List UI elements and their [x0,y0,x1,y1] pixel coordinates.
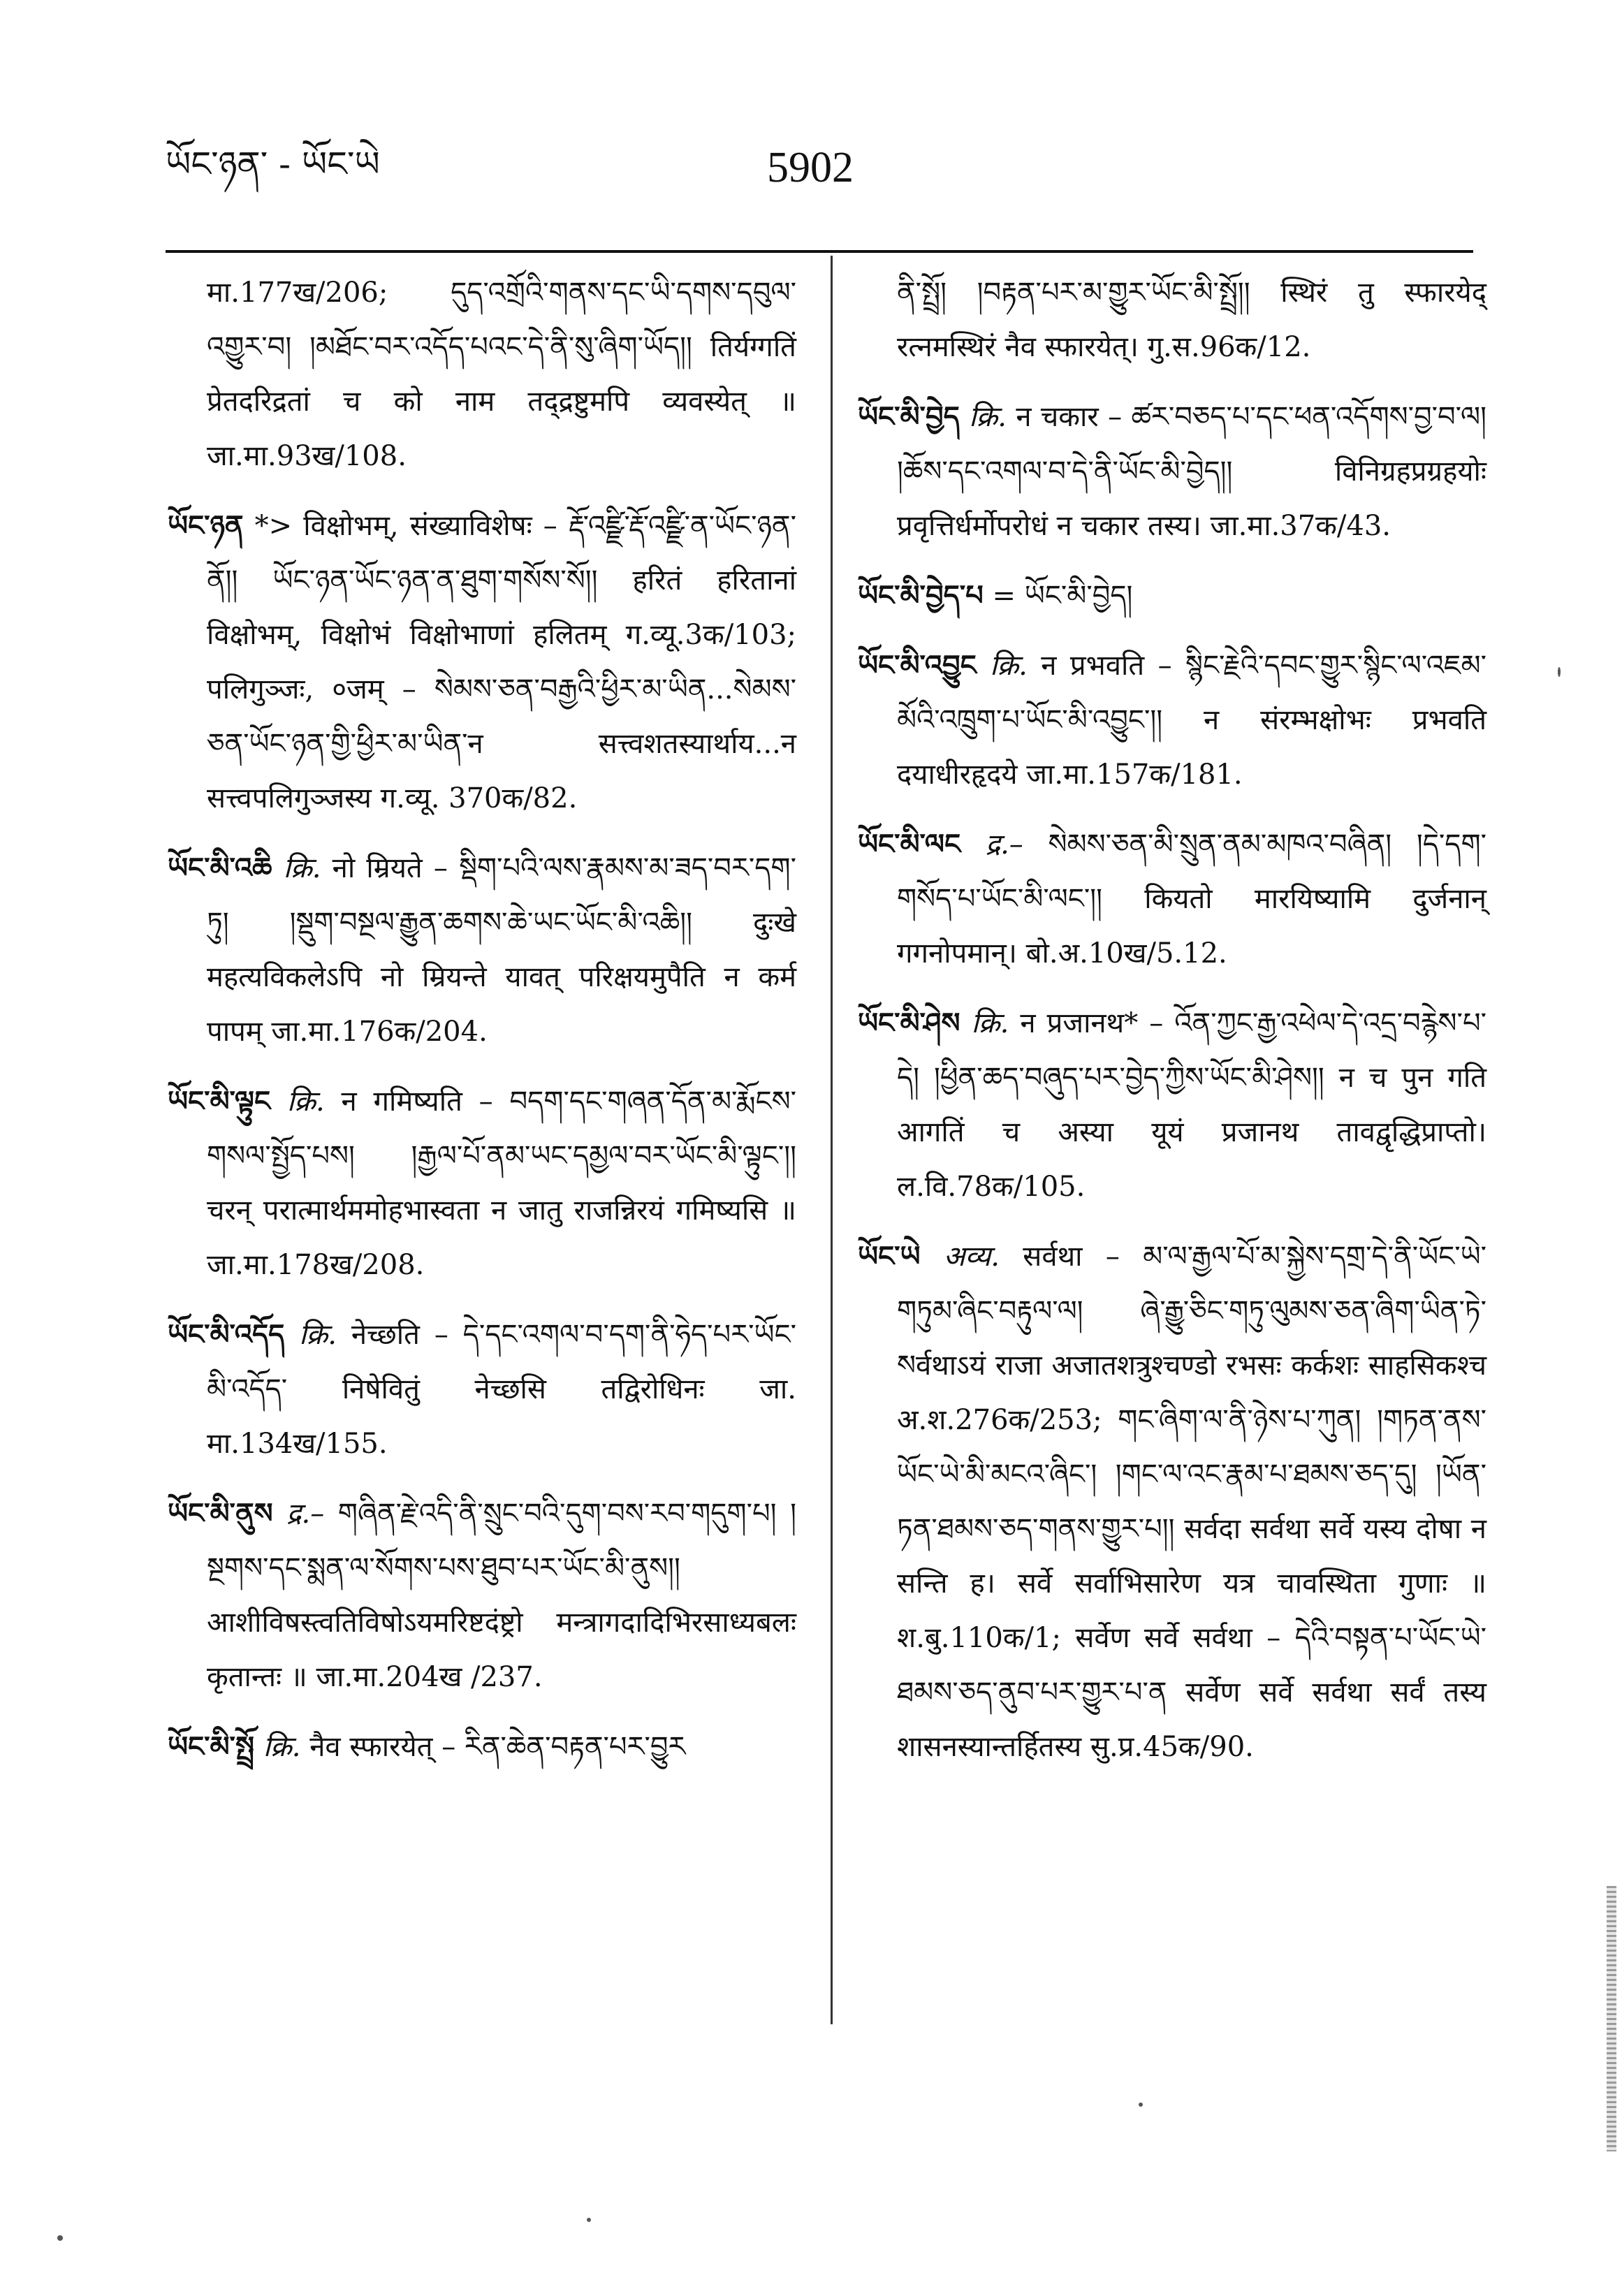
entry-text: = ཡོང་མི་བྱེད། [992,580,1133,612]
entry-headword: ཡོང་ཡེ [858,1240,921,1273]
entry-headword: ཡོང་མི་འབྱུང [858,649,977,682]
entry-text: གཞིན་རྗེ་འདི་ནི་སྲུང་བའི་དུག་བས་རབ་གདུག་པ། །སྔགས་དང་སྨན་ལ་སོགས་པས་ཐུབ་པར་ཡོང་མི་ནུས།། आशीविषस्त्वतिविषोऽयमरिष्टदंष्ट्रो मन्त्रागदादिभिरसाध्यबलः कृतान्तः ॥ जा.मा.204ख /237. [207,1498,796,1693]
entry-text: *> विक्षोभम्, संख्याविशेषः – རྡོ་འཛྫི་རྡོ་འཛྫི་ན་ཡོང་ཉན་ནོ།། ཡོང་ཉན་ཡོང་ཉན་ན་ཐུག་གསོས་སོ།། हरितं हरितानां विक्षोभम्, विक्षोभं विक्षोभाणां हलितम् ग.व्यू.3क/103; पलिगुञ्जः, ०जम् – སེམས་ཅན་བརྒྱའི་ཕྱིར་མ་ཡིན...སེམས་ཅན་ཡོང་ཉན་གྱི་ཕྱིར་མ་ཡིན་न सत्त्वशतस्यार्थाय...न सत्त्वपलिगुञ्जस्य ग.व्यू. 370क/82. [207,510,797,814]
dictionary-entry [858,1229,1486,1774]
dictionary-entry [168,1074,796,1292]
entry-headword: ཡོང་མི་ཤེས [858,1007,960,1039]
dictionary-entry [168,1720,796,1774]
dictionary-entry [858,996,1486,1214]
entry-headword: ཡོང་ཉན [168,509,244,542]
dictionary-entry [168,1308,796,1471]
part-of-speech: क्रि. [286,1085,325,1118]
dictionary-entry [858,569,1486,623]
right-column [858,265,1486,1790]
dictionary-entry [858,638,1486,802]
part-of-speech: अव्य. [943,1241,1000,1273]
dictionary-entry [168,265,796,483]
entry-text: नो म्रियते – སྡིག་པའི་ལས་རྣམས་མ་ཟད་བར་དག་ཏུ། །སྡུག་བསྔལ་རྒྱུན་ཆགས་ཆེ་ཡང་ཡོང་མི་འཆི།། दुःखे महत्यविकलेऽपि नो म्रियन्ते यावत् परिक्षयमुपैति न कर्म पापम् जा.मा.176क/204. [207,852,796,1048]
entry-text: मा.177ख/206; དུད་འགྲོའི་གནས་དང་ཡི་དགས་དབུལ་འགྱུར་བ། །མཐོང་བར་འདོད་པའང་དེ་ནི་སུ་ཞིག་ཡོད།། तिर्यग्गतिं प्रेतदरिद्रतां च को नाम तद्द्रष्टुमपि व्यवस्येत् ॥ जा.मा.93ख/108. [207,277,796,472]
part-of-speech: द्र.– [985,828,1023,861]
scan-speck [57,2235,63,2241]
part-of-speech: क्रि. [971,1007,1009,1039]
entry-headword: ཡོང་མི་སྤྲོ [168,1730,254,1763]
dictionary-entry [858,390,1486,553]
scan-speck [587,2218,591,2222]
entry-text: न चकार – ཚར་བཅད་པ་དང་ཕན་འདོགས་བྱ་བ་ལ། །ཆོས་དང་འགལ་བ་དེ་ནི་ཡོང་མི་བྱེད།། विनिग्रहप्रग्रहयोः प्रवृत्तिर्धर्मोपरोधं न चकार तस्य। जा.मा.37क/43. [897,401,1487,542]
entry-headword: ཡོང་མི་བྱེད་པ [858,579,984,612]
dictionary-entry [858,265,1486,374]
part-of-speech: क्रि. [990,650,1028,682]
entry-text: न प्रभवति – སྙིང་རྗེའི་དབང་གྱུར་སྙིང་ལ་འཇམ་མོའི་འཁྲུག་པ་ཡོང་མི་འབྱུང་།། न संरम्भक्षोभः प्रभवति दयाधीरहृदये जा.मा.157क/181. [897,650,1487,791]
entry-text: नेच्छति – དེ་དང་འགལ་བ་དག་ནི་ཧེད་པར་ཡོང་མི་འདོད་ निषेवितुं नेच्छसि तद्विरोधिनः जा. मा.134ख/155. [207,1319,797,1460]
entry-text: ནི་སྤྲོ། །བརྟན་པར་མ་གྱུར་ཡོང་མི་སྤྲོ།། स्थिरं तु स्फारयेद् रत्नमस्थिरं नैव स्फारयेत्। गु.स.96क/12. [897,277,1486,363]
scan-speck [1139,2103,1143,2107]
entry-headword: ཡོང་མི་འདོད [168,1318,285,1351]
part-of-speech: क्रि. [299,1319,337,1351]
dictionary-entry [168,499,796,826]
entry-text: न गमिष्यति – བདག་དང་གཞན་དོན་མ་རྨོངས་གསལ་སྤྱོད་པས། །རྒྱལ་པོ་ནམ་ཡང་དམྱལ་བར་ཡོང་མི་ལྟུང་།། चरन् परात्मार्थममोहभास्वता न जातु राजन्निरयं गमिष्यसि ॥ जा.मा.178ख/208. [207,1085,797,1281]
dictionary-entry [858,817,1486,981]
running-header: ཡོང་ཉན་ - ཡོང་ཡེ [166,144,380,184]
part-of-speech: क्रि. [283,852,321,884]
scan-speck [1558,667,1561,677]
part-of-speech: क्रि. [969,401,1007,433]
entry-headword: ཡོང་མི་བྱེད [858,400,960,433]
entry-text: नैव स्फारयेत् – རིན་ཆེན་བརྟན་པར་བྱུར [309,1731,686,1763]
dictionary-entry [168,1486,796,1704]
entry-text: སེམས་ཅན་མི་སྲུན་ནམ་མཁའ་བཞིན། །དེ་དག་གསོད་པ་ཡོང་མི་ལང་།། कियतो मारयिष्यामि दुर्जनान् गगनोपमान्। बो.अ.10ख/5.12. [897,828,1487,970]
part-of-speech: द्र.– [286,1498,325,1530]
entry-headword: ཡོང་མི་ལང [858,828,961,861]
left-column [168,265,796,1790]
entry-text: न प्रजानथ* – འོན་ཀྱང་རྒྱ་འཕེལ་དེ་འདྲ་བརྙེས་པ་དེ། །ཕྱིན་ཆད་བཞུད་པར་བྱེད་ཀྱིས་ཡོང་མི་ཤེས།། न च पुन गति आगतिं च अस्या यूयं प्रजानथ तावद्वृद्धिप्राप्तो। ल.वि.78क/105. [897,1007,1486,1203]
scan-edge-noise [1607,1886,1616,2151]
dictionary-entry [168,841,796,1059]
part-of-speech: क्रि. [263,1731,301,1763]
page-number: 5902 [767,144,854,191]
entry-text: सर्वथा – མ་ལ་རྒྱལ་པོ་མ་སྐྱེས་དགྲ་དེ་ནི་ཡོང་ཡེ་གཏུམ་ཞིང་བརྟུལ་ལ། ཞེ་རྒྱུ་ཅིང་གཏུ་ལུམས་ཅན་ཞིག་ཡིན་ཏེ་ སर्वथाऽयं राजा अजातशत्रुश्चण्डो रभसः कर्कशः साहसिकश्च अ.श.276क/253; གང་ཞིག་ལ་ནི་ཉེས་པ་ཀུན། །གཏན་ནས་ཡོང་ཡེ་མི་མངའ་ཞིང་། །གང་ལ་འང་རྣམ་པ་ཐམས་ཅད་དུ། །ཡོན་ཏན་ཐམས་ཅད་གནས་གྱུར་པ།། सर्वदा सर्वथा सर्वे यस्य दोषा न सन्ति ह। सर्वे सर्वाभिसारेण यत्र चावस्थिता गुणाः ॥ श.बु.110क/1; सर्वेण सर्वे सर्वथा – དེའི་བསྟན་པ་ཡོང་ཡེ་ཐམས་ཅད་ནུབ་པར་གྱུར་པ་ན सर्वेण सर्वे सर्वथा सर्वं तस्य शासनस्यान्तर्हितस्य सु.प्र.45क/90. [897,1241,1487,1763]
entry-headword: ཡོང་མི་འཆི [168,851,272,884]
column-divider [831,256,833,2024]
entry-headword: ཡོང་མི་ལྟུང [168,1085,271,1118]
entry-headword: ཡོང་མི་ནུས [168,1497,273,1530]
header-rule [166,250,1473,253]
